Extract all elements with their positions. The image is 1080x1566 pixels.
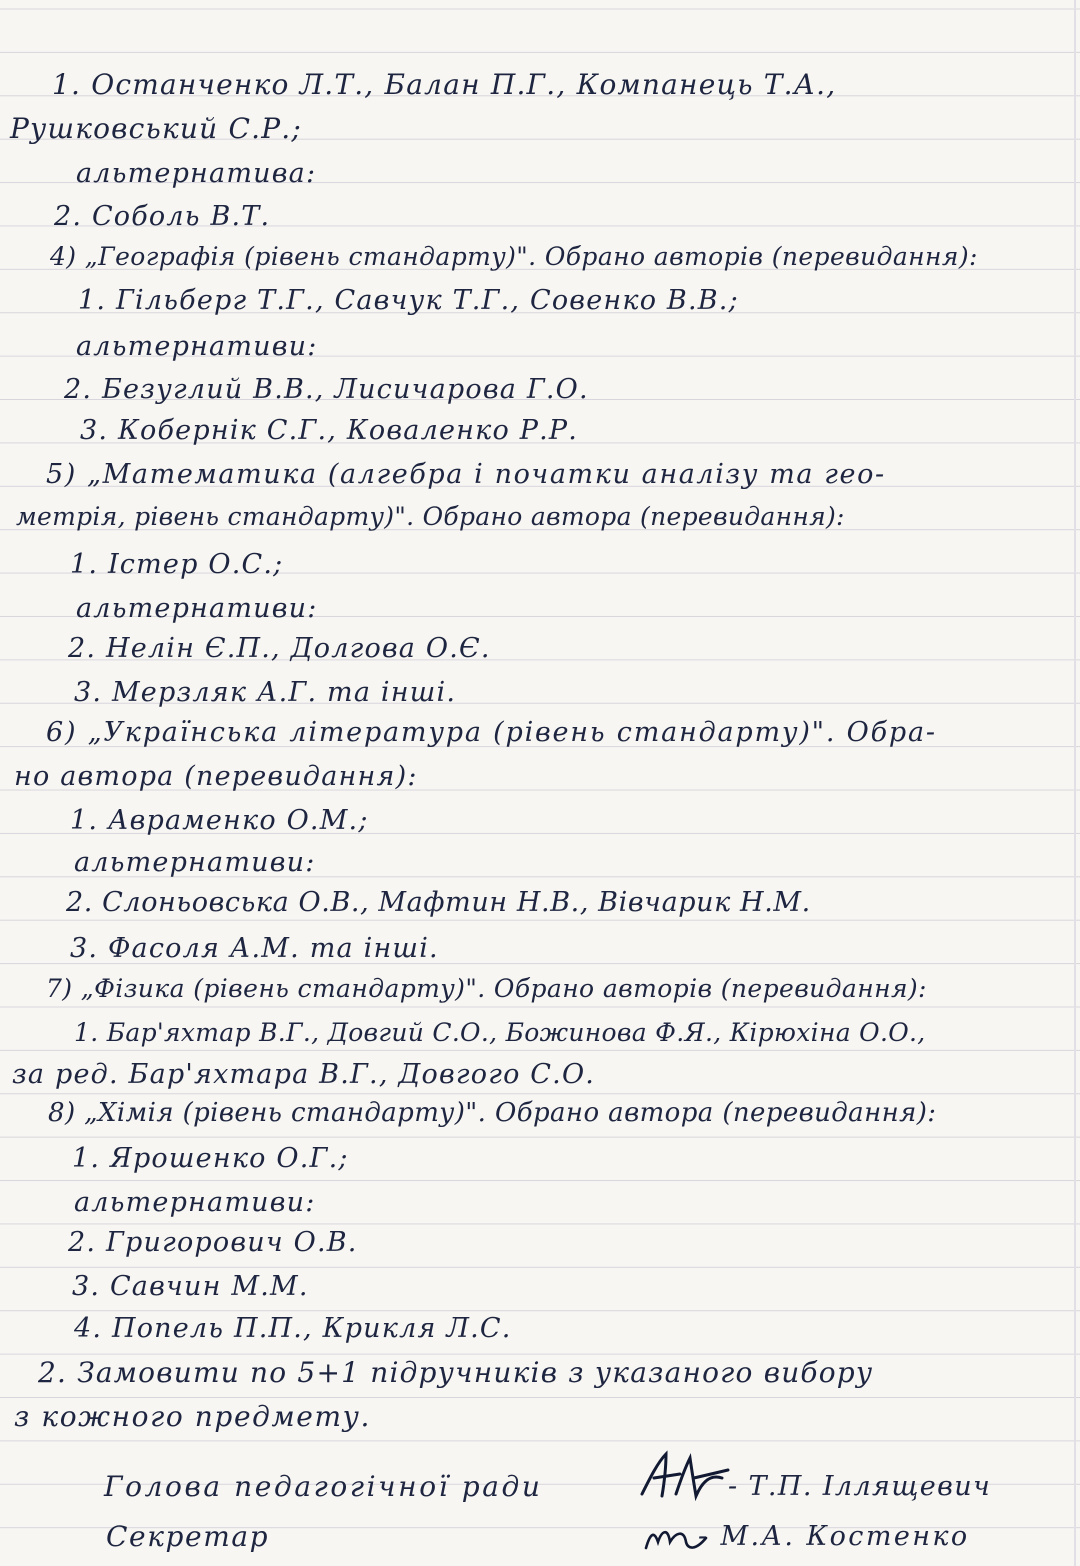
text-line: 1. Бар'яхтар В.Г., Довгий С.О., Божинова Ф.Я., Кірюхіна О.О., (74, 1018, 926, 1047)
text-line: альтернативи: (76, 331, 318, 362)
text-line: альтернативи: (74, 1187, 316, 1218)
text-line: 1. Ярошенко О.Г.; (72, 1143, 349, 1174)
text-line: 2. Григорович О.В. (68, 1227, 358, 1258)
text-line: метрія, рівень стандарту)". Обрано автора (перевидання): (16, 502, 845, 531)
text-line: 3. Кобернік С.Г., Коваленко Р.Р. (80, 415, 579, 446)
chair-name: - Т.П. Іллящевич (728, 1471, 992, 1502)
text-line: 2. Слоньовська О.В., Мафтин Н.В., Вівчарик Н.М. (66, 887, 811, 918)
secretary-title: Секретар (106, 1520, 270, 1553)
secretary-name: - М.А. Костенко (698, 1521, 970, 1552)
page-margin-line (1074, 0, 1076, 1566)
text-line: 2. Замовити по 5+1 підручників з указаного вибору (38, 1356, 874, 1389)
text-line: но автора (перевидання): (14, 761, 418, 792)
text-line: 3. Фасоля А.М. та інші. (70, 933, 439, 964)
section-heading: 6) „Українська література (рівень стандарту)". Обра- (46, 717, 937, 748)
text-line: альтернативи: (74, 847, 316, 878)
section-heading: 5) „Математика (алгебра і початки аналізу та гео- (46, 459, 886, 490)
text-line: за ред. Бар'яхтара В.Г., Довгого С.О. (12, 1059, 596, 1090)
text-line: Рушковський С.Р.; (10, 112, 302, 145)
secretary-signature (640, 1512, 710, 1562)
text-line: 1. Гільберг Т.Г., Савчук Т.Г., Совенко В.В.; (78, 285, 739, 316)
chair-title: Голова педагогічної ради (104, 1470, 543, 1503)
chair-signature (636, 1448, 732, 1508)
text-line: 1. Останченко Л.Т., Балан П.Г., Компанець Т.А., (52, 68, 837, 101)
text-line: 2. Нелін Є.П., Долгова О.Є. (68, 633, 491, 664)
text-line: альтернатива: (76, 158, 317, 189)
text-line: 1. Авраменко О.М.; (70, 805, 369, 836)
text-line: 4. Попель П.П., Крикля Л.С. (74, 1313, 512, 1344)
text-line: 3. Мерзляк А.Г. та інші. (74, 677, 457, 708)
text-line: з кожного предмету. (14, 1400, 371, 1433)
text-line: 2. Безуглий В.В., Лисичарова Г.О. (64, 374, 589, 405)
text-line: 2. Соболь В.Т. (54, 201, 271, 232)
section-heading: 8) „Хімія (рівень стандарту)". Обрано автора (перевидання): (48, 1098, 937, 1128)
text-line: 3. Савчин М.М. (72, 1271, 309, 1302)
section-heading: 7) „Фізика (рівень стандарту)". Обрано авторів (перевидання): (46, 974, 927, 1003)
text-line: альтернативи: (76, 593, 318, 624)
section-heading: 4) „Географія (рівень стандарту)". Обрано авторів (перевидання): (50, 242, 978, 271)
text-line: 1. Істер О.С.; (70, 549, 284, 580)
